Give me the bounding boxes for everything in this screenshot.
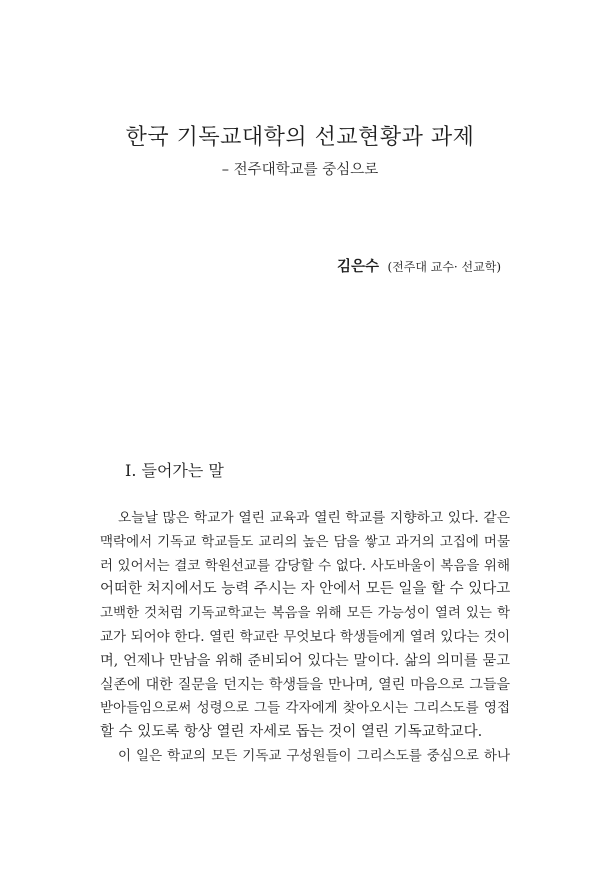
body-line: 교가 되어야 한다. 열린 학교란 무엇보다 학생들에게 열려 있다는 것이 bbox=[100, 628, 510, 645]
body-paragraphs bbox=[100, 507, 510, 769]
body-line: 이 일은 학교의 모든 기독교 구성원들이 그리스도를 중심으로 하나 bbox=[118, 747, 510, 764]
document-subtitle: – 전주대학교를 중심으로 bbox=[221, 162, 379, 178]
body-line: 며, 언제나 만남을 위해 준비되어 있다는 말이다. 삶의 의미를 묻고 bbox=[100, 652, 510, 669]
body-line: 할 수 있도록 항상 열린 자세로 돕는 것이 열린 기독교학교다. bbox=[100, 724, 483, 741]
author-affiliation: (전주대 교수· 선교학) bbox=[387, 260, 501, 274]
body-line: 러 있어서는 결코 학원선교를 감당할 수 없다. 사도바울이 복음을 위해 bbox=[100, 557, 510, 574]
document-title: 한국 기독교대학의 선교현황과 과제 bbox=[125, 125, 475, 150]
author-name: 김은수 bbox=[336, 258, 379, 275]
body-line: 고백한 것처럼 기독교학교는 복음을 위해 모든 가능성이 열려 있는 학 bbox=[100, 605, 510, 622]
section-heading: I. 들어가는 말 bbox=[125, 461, 224, 480]
body-line: 실존에 대한 질문을 던지는 학생들을 만나며, 열린 마음으로 그들을 bbox=[100, 676, 510, 693]
body-line: 오늘날 많은 학교가 열린 교육과 열린 학교를 지향하고 있다. 같은 bbox=[118, 510, 510, 526]
author-line bbox=[337, 255, 501, 276]
body-line: 어떠한 처지에서도 능력 주시는 자 안에서 모든 일을 할 수 있다고 bbox=[100, 581, 510, 598]
body-line: 받아들임으로써 성령으로 그들 각자에게 찾아오시는 그리스도를 영접 bbox=[100, 700, 510, 717]
body-line: 맥락에서 기독교 학교들도 교리의 높은 담을 쌓고 과거의 고집에 머물 bbox=[100, 533, 510, 550]
